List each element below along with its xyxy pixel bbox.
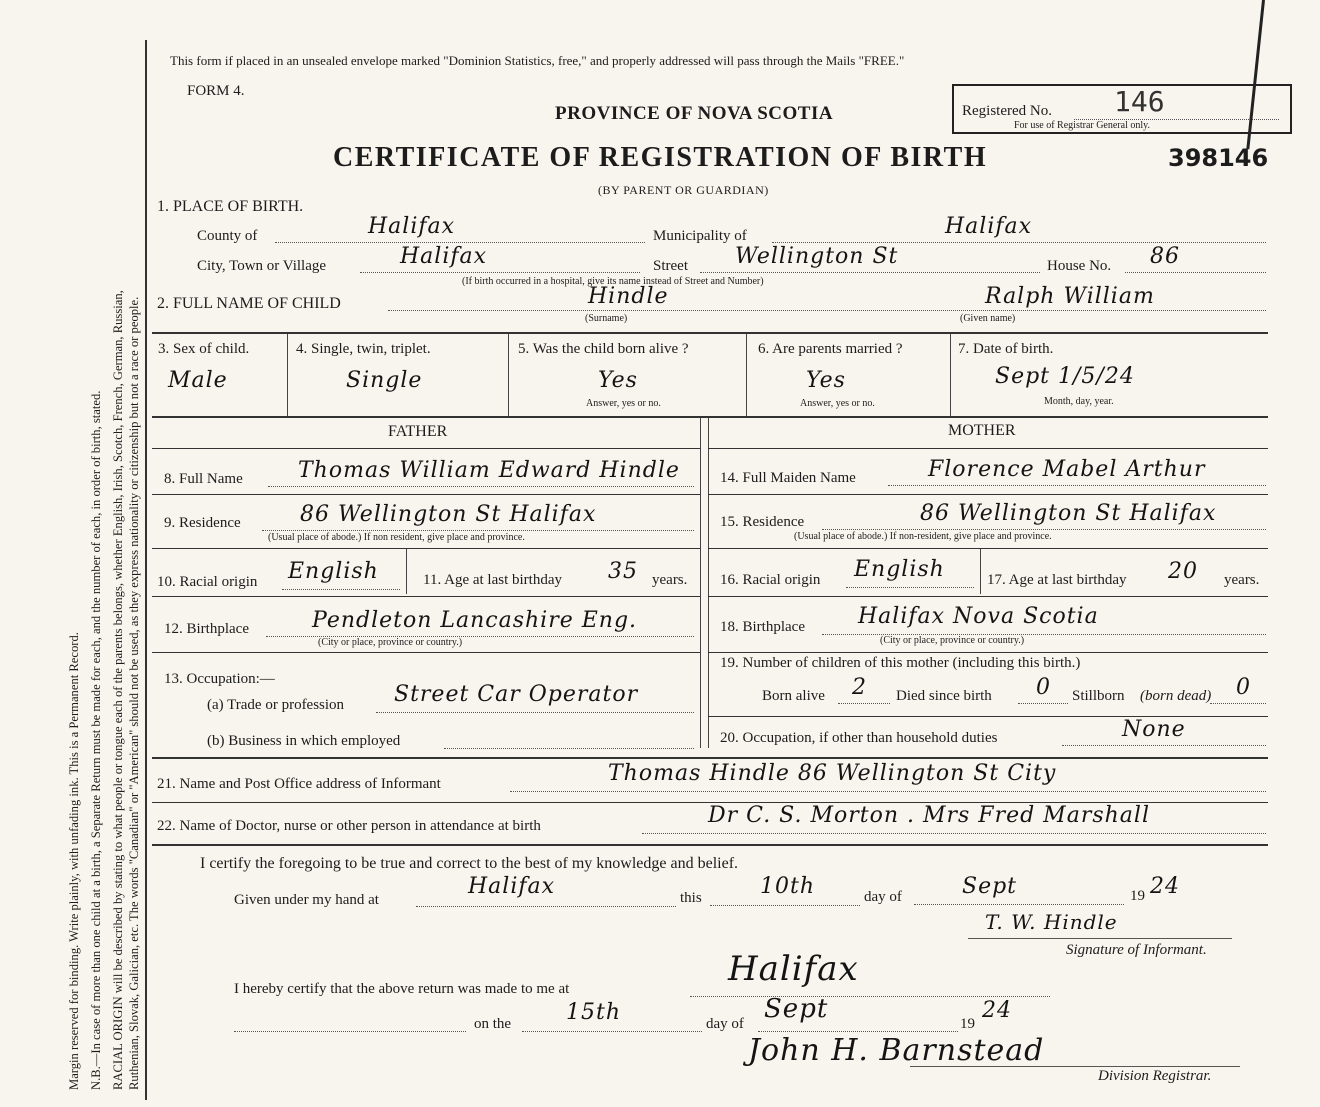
return-place: Halifax [728, 949, 859, 989]
born-alive-value: Yes [598, 368, 638, 393]
province-heading: PROVINCE OF NOVA SCOTIA [555, 103, 834, 124]
certification-statement: I certify the foregoing to be true and correct to the best of my knowledge and belief. [200, 855, 739, 872]
given-place: Halifax [468, 874, 556, 899]
died-since-birth-label: Died since birth [896, 688, 992, 704]
business-label: (b) Business in which employed [207, 733, 401, 749]
mother-age-label: 17. Age at last birthday [987, 572, 1127, 588]
given-month: Sept [962, 874, 1018, 899]
form-number: FORM 4. [187, 83, 245, 99]
plurality-label: 4. Single, twin, triplet. [296, 341, 431, 357]
born-alive-note: Answer, yes or no. [586, 398, 661, 409]
registered-number-box [952, 84, 1292, 134]
mother-name-value: Florence Mabel Arthur [928, 457, 1206, 482]
trade-value: Street Car Operator [394, 682, 639, 707]
margin-note-multiple-births: N.B.—In case of more than one child at a birth, a Separate Return must be made for each, and the number of each, in order of birth, stated. [89, 390, 103, 1090]
date-of-birth-label: 7. Date of birth. [958, 341, 1054, 357]
father-age-label: 11. Age at last birthday [423, 572, 562, 588]
informant-label: 21. Name and Post Office address of Informant [157, 776, 441, 792]
parents-married-label: 6. Are parents married ? [758, 341, 903, 357]
place-of-birth-heading: 1. PLACE OF BIRTH. [157, 198, 304, 215]
hospital-note: (If birth occurred in a hospital, give its name instead of Street and Number) [462, 276, 764, 287]
mother-age-unit: years. [1224, 572, 1260, 588]
day-of-label: day of [864, 889, 902, 905]
street-value: Wellington St [735, 244, 899, 269]
stillborn-count: 0 [1236, 675, 1251, 700]
doctor-value: Dr C. S. Morton . Mrs Fred Marshall [708, 803, 1150, 828]
mother-age-value: 20 [1168, 559, 1198, 584]
street-label: Street [653, 258, 688, 274]
mother-name-label: 14. Full Maiden Name [720, 470, 856, 486]
return-year: 24 [982, 998, 1012, 1023]
return-day-of-label: day of [706, 1016, 744, 1032]
child-name-label: 2. FULL NAME OF CHILD [157, 295, 341, 312]
father-name-label: 8. Full Name [164, 471, 243, 487]
father-age-unit: years. [652, 572, 688, 588]
given-year-prefix: 19 [1130, 888, 1145, 904]
registrar-note: For use of Registrar General only. [1014, 120, 1150, 131]
father-residence-note: (Usual place of abode.) If non resident, give place and province. [268, 532, 525, 543]
stamp-number: 398146 [1168, 144, 1269, 172]
margin-note-racial-origin-cont: Ruthenian, Slovak, Galician, etc. The words "Canadian" or "American" should not be used, as they express nationality or citizenship but not a race or people. [127, 296, 141, 1090]
margin-note-racial-origin: RACIAL ORIGIN will be described by stating to what people or tongue each of the parents belongs, whether English, Irish, Scotch, French, German, Russian, [111, 290, 125, 1090]
parents-married-value: Yes [806, 368, 846, 393]
this-label: this [680, 890, 702, 906]
father-residence-value: 86 Wellington St Halifax [300, 502, 597, 527]
plurality-value: Single [346, 368, 423, 393]
father-birthplace-label: 12. Birthplace [164, 621, 249, 637]
registered-label: Registered No. [962, 103, 1052, 119]
municipality-label: Municipality of [653, 228, 747, 244]
sex-value: Male [168, 368, 228, 393]
father-heading: FATHER [388, 423, 448, 440]
children-count-label: 19. Number of children of this mother (including this birth.) [720, 655, 1081, 671]
mother-heading: MOTHER [948, 422, 1016, 439]
born-alive-count: 2 [852, 675, 867, 700]
registrar-signature: John H. Barnstead [748, 1033, 1045, 1068]
informant-signature: T. W. Hindle [985, 910, 1118, 934]
certificate-title: CERTIFICATE OF REGISTRATION OF BIRTH [333, 142, 988, 173]
born-alive-label: 5. Was the child born alive ? [518, 341, 689, 357]
father-birthplace-value: Pendleton Lancashire Eng. [312, 608, 638, 633]
father-racial-label: 10. Racial origin [157, 574, 258, 590]
stillborn-note: (born dead) [1140, 688, 1212, 704]
father-occupation-label: 13. Occupation:— [164, 671, 275, 687]
mother-occupation-value: None [1122, 717, 1186, 742]
house-value: 86 [1150, 244, 1180, 269]
house-label: House No. [1047, 258, 1112, 274]
certificate-subtitle: (BY PARENT OR GUARDIAN) [598, 183, 769, 197]
given-day: 10th [760, 874, 816, 899]
city-label: City, Town or Village [197, 258, 327, 274]
father-birthplace-note: (City or place, province or country.) [318, 637, 463, 648]
given-name-note: (Given name) [960, 313, 1016, 324]
date-of-birth-value: Sept 1/5/24 [995, 364, 1135, 389]
city-value: Halifax [400, 244, 488, 269]
died-since-birth-count: 0 [1036, 675, 1051, 700]
mother-residence-value: 86 Wellington St Halifax [920, 501, 1217, 526]
father-racial-value: English [288, 559, 379, 584]
stillborn-label: Stillborn [1072, 688, 1125, 704]
informant-value: Thomas Hindle 86 Wellington St City [608, 761, 1057, 786]
date-of-birth-note: Month, day, year. [1044, 396, 1114, 407]
sex-label: 3. Sex of child. [158, 341, 250, 357]
child-surname: Hindle [588, 284, 669, 309]
registered-number: 146 [1114, 85, 1165, 118]
informant-signature-caption: Signature of Informant. [1066, 942, 1207, 958]
margin-rule [145, 40, 147, 1100]
child-given-name: Ralph William [985, 284, 1155, 309]
mother-residence-note: (Usual place of abode.) If non-resident, give place and province. [794, 531, 1052, 542]
return-year-prefix: 19 [960, 1016, 975, 1032]
parents-married-note: Answer, yes or no. [800, 398, 875, 409]
mother-birthplace-note: (City or place, province or country.) [880, 635, 1025, 646]
municipality-value: Halifax [945, 214, 1033, 239]
return-month: Sept [764, 994, 829, 1024]
mother-racial-value: English [854, 557, 945, 582]
given-under-label: Given under my hand at [234, 892, 379, 908]
father-name-value: Thomas William Edward Hindle [298, 458, 680, 483]
born-alive-count-label: Born alive [762, 688, 825, 704]
mother-racial-label: 16. Racial origin [720, 572, 821, 588]
mail-notice: This form if placed in an unsealed envelope marked "Dominion Statistics, free," and properly addressed will pass through the Mails "FREE." [170, 53, 905, 68]
mother-birthplace-value: Halifax Nova Scotia [858, 604, 1099, 629]
mother-occupation-label: 20. Occupation, if other than household duties [720, 730, 998, 746]
father-age-value: 35 [608, 559, 638, 584]
margin-instructions [6, 30, 141, 1100]
mother-residence-label: 15. Residence [720, 514, 805, 530]
trade-label: (a) Trade or profession [207, 697, 345, 713]
father-residence-label: 9. Residence [164, 515, 241, 531]
county-value: Halifax [368, 214, 456, 239]
return-statement: I hereby certify that the above return was made to me at [234, 981, 570, 997]
mother-birthplace-label: 18. Birthplace [720, 619, 805, 635]
margin-note-binding: Margin reserved for binding. Write plainly, with unfading ink. This is a Permanent Record. [67, 632, 81, 1090]
surname-note: (Surname) [585, 313, 628, 324]
county-label: County of [197, 228, 258, 244]
on-the-label: on the [474, 1016, 512, 1032]
registrar-caption: Division Registrar. [1098, 1068, 1212, 1084]
return-day: 15th [566, 1000, 622, 1025]
doctor-label: 22. Name of Doctor, nurse or other person in attendance at birth [157, 818, 541, 834]
given-year: 24 [1150, 874, 1180, 899]
